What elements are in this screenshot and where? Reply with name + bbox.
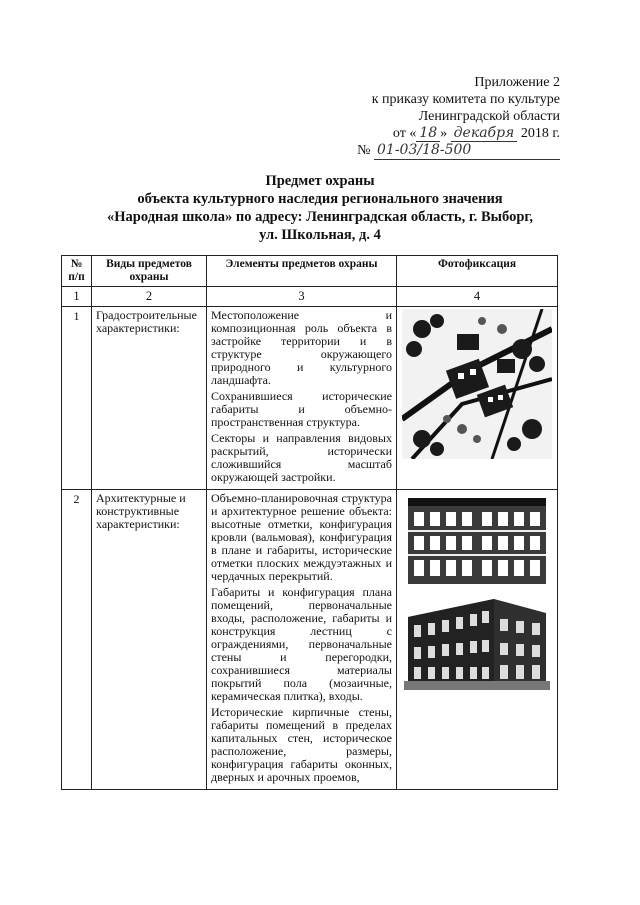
row-number: 2	[62, 490, 92, 790]
element-paragraph: Сохранившиеся исторические габариты и объемно-пространственная структура.	[211, 389, 392, 429]
appendix-number-line	[300, 142, 560, 160]
title-line-4: ул. Школьная, д. 4	[259, 227, 381, 243]
header-row	[62, 256, 558, 287]
header-elements: Элементы предметов охраны	[207, 256, 397, 287]
element-paragraph: Объемно-планировочная структура и архитектурное решение объекта: высотные отметки, конфигурация кровли (вальмовая), конфигурация в плане и габариты, исторические отметки плоских междуэтажных и чердачных перекрытий.	[211, 491, 392, 583]
appendix-order-line: к приказу комитета по культуре	[371, 92, 560, 107]
table-row	[62, 490, 558, 790]
title-line-3: «Народная школа» по адресу: Ленинградская область, г. Выборг,	[107, 209, 533, 225]
appendix-region-line: Ленинградской области	[418, 109, 560, 124]
appendix-block	[300, 74, 560, 160]
date-month: декабря	[451, 125, 518, 142]
row-number: 1	[62, 307, 92, 490]
appendix-date-line	[300, 125, 560, 142]
col-num-2: 2	[92, 287, 207, 307]
date-mid: »	[440, 126, 448, 141]
date-day: 18	[416, 125, 440, 142]
title-line-2: объекта культурного наследия регионального значения	[137, 191, 503, 207]
number-label: №	[357, 143, 371, 158]
element-paragraph: Исторические кирпичные стены, габариты помещений в пределах капитальных стен, историческое расположение, размеры, конфигурация габариты оконных, дверных и арочных проемов,	[211, 705, 392, 784]
row-photo	[397, 307, 558, 490]
col-num-4: 4	[397, 287, 558, 307]
row-elements	[207, 307, 397, 490]
header-types: Виды предметов охраны	[92, 256, 207, 287]
element-paragraph: Местоположение и композиционная роль объекта в застройке территории и в структуре окружающего природного и культурного ландшафта.	[211, 308, 392, 387]
element-paragraph: Габариты и конфигурация плана помещений, первоначальные входы, расположение, габариты и конструкция лестниц с ограждениями, первоначальные стены и перегородки, сохранившиеся материалы покрытий пола (мозаичные, керамическая плитка), входы.	[211, 585, 392, 703]
perspective-photo	[404, 595, 550, 690]
date-year: 2018 г.	[520, 126, 560, 141]
appendix-title: Приложение 2	[474, 75, 560, 90]
col-num-3: 3	[207, 287, 397, 307]
title-line-1: Предмет охраны	[265, 173, 375, 189]
document-title	[60, 172, 580, 244]
header-photo: Фотофиксация	[397, 256, 558, 287]
element-paragraph: Секторы и направления видовых раскрытий, исторически сложившийся масштаб окружающей застройки.	[211, 431, 392, 484]
header-num: № п/п	[62, 256, 92, 287]
row-photo	[397, 490, 558, 790]
protection-table	[61, 255, 558, 790]
facade-photo	[404, 492, 550, 587]
row-elements	[207, 490, 397, 790]
row-type: Архитектурные и конструктивные характеристики:	[92, 490, 207, 790]
date-prefix: от «	[392, 126, 417, 141]
column-number-row	[62, 287, 558, 307]
row-type: Градостроительные характеристики:	[92, 307, 207, 490]
number-value: 01-03/18-500	[374, 142, 560, 160]
table-row	[62, 307, 558, 490]
col-num-1: 1	[62, 287, 92, 307]
aerial-photo	[402, 309, 552, 459]
